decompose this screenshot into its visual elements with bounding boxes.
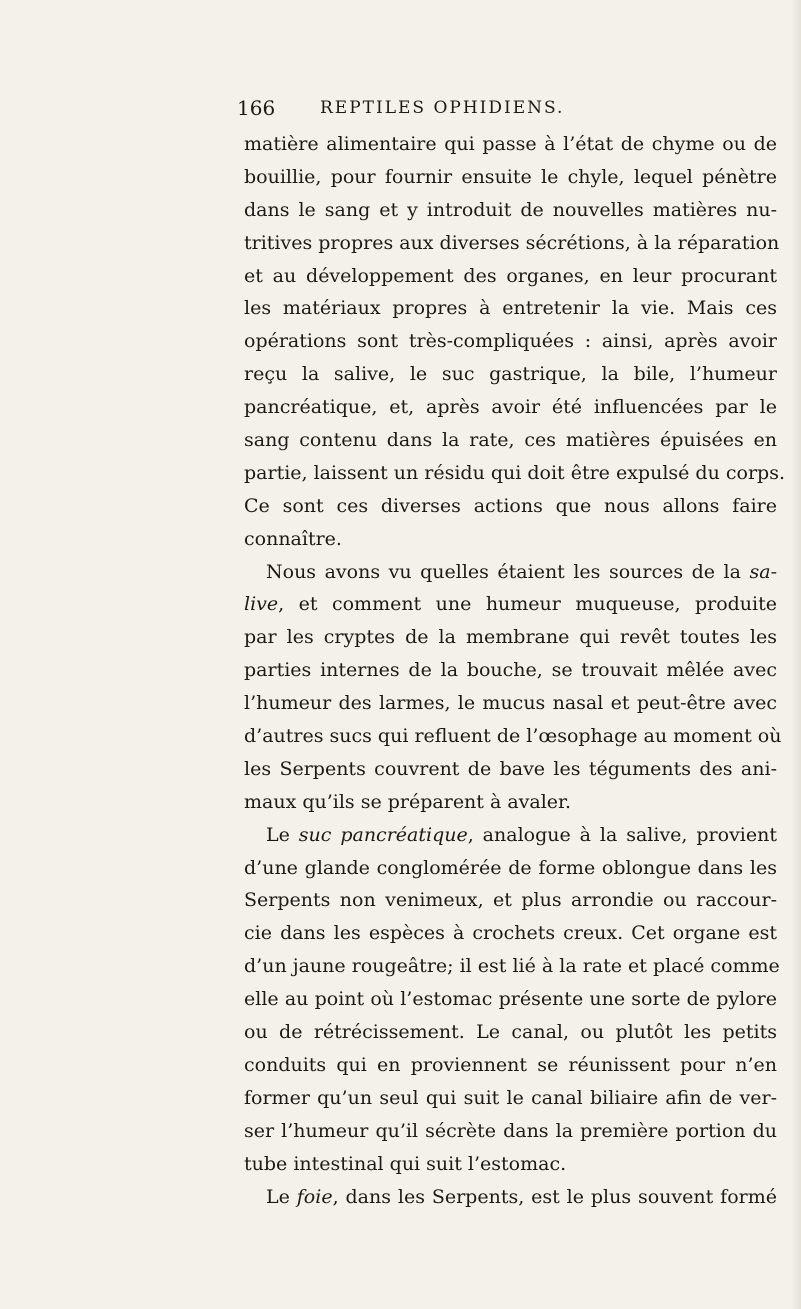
text-line: ou de rétrécissement. Le canal, ou plutôt les petits: [244, 1021, 777, 1044]
text-line: partie, laissent un résidu qui doit être expulsé du corps.: [244, 461, 785, 484]
text-line: [244, 556, 777, 589]
text-line: matière alimentaire qui passe à l’état de chyme ou de: [244, 133, 777, 155]
text-line: conduits qui en proviennent se réunissent pour n’en: [244, 1053, 777, 1076]
text-line: Ce sont ces diverses actions que nous allons faire: [244, 494, 777, 517]
italic-run: suc pancréatique: [298, 823, 468, 846]
text-line: former qu’un seul qui suit le canal biliaire afin de ver-: [244, 1086, 777, 1109]
text-line: dans le sang et y introduit de nouvelles matières nu-: [244, 198, 777, 221]
text-line: pancréatique, et, après avoir été influencées par le: [244, 396, 777, 419]
text-line: reçu la salive, le suc gastrique, la bile, l’humeur: [244, 363, 777, 386]
text-line: bouillie, pour fournir ensuite le chyle, lequel pénètre: [244, 165, 777, 188]
italic-run: foie: [296, 1185, 333, 1208]
text-line: [244, 819, 777, 852]
text-line: maux qu’ils se préparent à avaler.: [244, 790, 572, 813]
text-run: , analogue à la salive, provient: [467, 823, 777, 846]
page-number: 166: [237, 96, 276, 120]
text-line: tritives propres aux diverses sécrétions, à la réparation: [244, 231, 780, 254]
text-run: , dans les Serpents, est le plus souvent formé: [332, 1185, 777, 1208]
text-line: [244, 588, 777, 621]
text-line: opérations sont très-compliquées : ainsi, après avoir: [244, 330, 777, 353]
text-line: par les cryptes de la membrane qui revêt toutes les: [244, 626, 777, 649]
text-line: Serpents non venimeux, et plus arrondie ou raccour-: [244, 889, 777, 912]
text-line: ser l’humeur qu’il sécrète dans la première portion du: [244, 1119, 777, 1142]
text-line: elle au point où l’estomac présente une sorte de pylore: [244, 988, 777, 1011]
text-line: d’une glande conglomérée de forme oblongue dans les: [244, 856, 777, 879]
page-header: [237, 96, 777, 128]
text-run: , et comment une humeur muqueuse, produite: [278, 593, 777, 616]
text-run: Nous avons vu quelles étaient les sources de la: [266, 560, 750, 583]
text-line: d’un jaune rougeâtre; il est lié à la rate et placé comme: [244, 955, 780, 978]
text-run: Le: [266, 1185, 297, 1208]
body-text: [244, 128, 785, 1213]
text-run: Le: [266, 823, 299, 846]
text-line: d’autres sucs qui refluent de l’œsophage au moment où: [244, 725, 782, 748]
text-line: parties internes de la bouche, se trouvait mêlée avec: [244, 659, 777, 682]
text-line: connaître.: [244, 527, 342, 550]
text-line: les Serpents couvrent de bave les téguments des ani-: [244, 757, 777, 780]
text-line: les matériaux propres à entretenir la vie. Mais ces: [244, 297, 777, 320]
text-line: [244, 1181, 777, 1214]
italic-run: live: [244, 593, 279, 616]
text-line: et au développement des organes, en leur procurant: [244, 264, 777, 287]
text-line: l’humeur des larmes, le mucus nasal et peut-être avec: [244, 692, 777, 715]
text-line: tube intestinal qui suit l’estomac.: [244, 1152, 567, 1175]
page-edge-shadow: [791, 0, 801, 1309]
text-line: cie dans les espèces à crochets creux. Cet organe est: [244, 922, 777, 945]
text-line: sang contenu dans la rate, ces matières épuisées en: [244, 429, 777, 452]
running-head: REPTILES OPHIDIENS.: [320, 98, 565, 118]
italic-run: sa-: [749, 560, 777, 583]
